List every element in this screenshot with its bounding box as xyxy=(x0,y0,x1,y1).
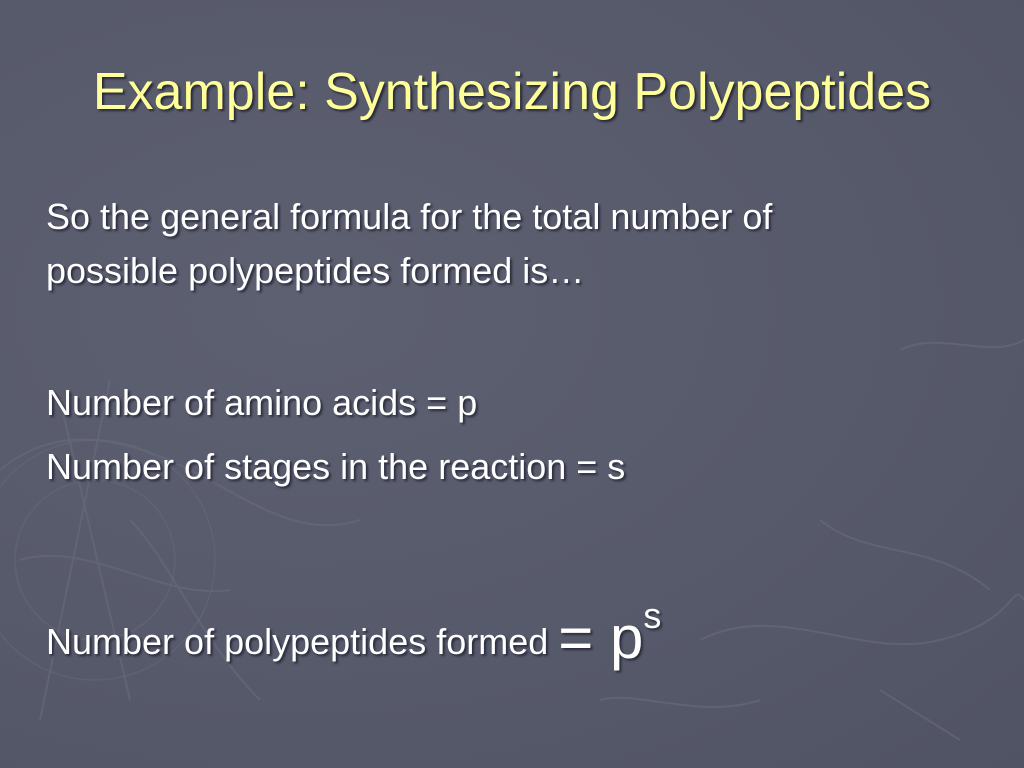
stages-line: Number of stages in the reaction = s xyxy=(46,446,626,487)
amino-acids-line: Number of amino acids = p xyxy=(46,382,478,423)
slide-title: Example: Synthesizing Polypeptides xyxy=(92,63,932,121)
result-exponent: s xyxy=(643,595,662,636)
result-label: Number of polypeptides formed xyxy=(46,621,559,662)
intro-paragraph xyxy=(46,190,772,298)
result-formula: = p xyxy=(558,604,644,671)
result-line xyxy=(46,585,661,673)
intro-line-2: possible polypeptides formed is… xyxy=(46,250,585,291)
intro-line-1: So the general formula for the total number of xyxy=(46,196,773,237)
